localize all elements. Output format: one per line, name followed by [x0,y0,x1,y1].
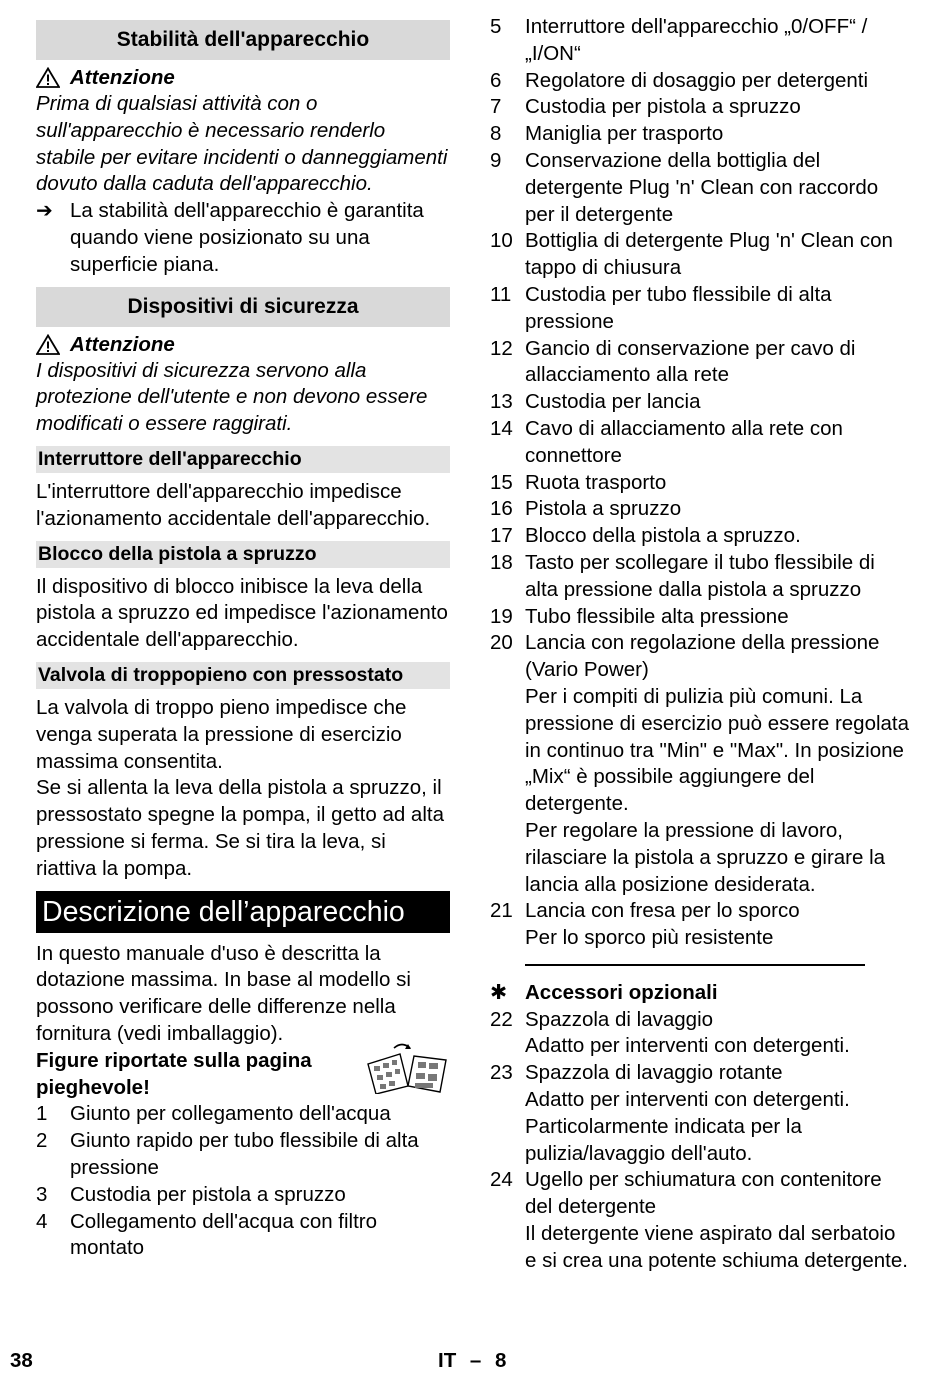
list-item [490,416,910,470]
list-item [490,1033,910,1060]
stability-warning [36,64,450,91]
list-item [490,550,910,604]
item-number: 24 [490,1168,513,1192]
list-item [490,1087,910,1167]
gunlock-heading: Blocco della pistola a spruzzo [36,541,450,568]
list-item [490,925,910,952]
item-text: Tubo flessibile alta pressione [525,604,789,628]
list-item: 4 Collegamento dell'acqua con filtro montato [36,1209,378,1260]
item-number: 8 [490,122,502,146]
item21-description: Per lo sporco più resistente [525,926,774,950]
item-text: Lancia con regolazione della pressione (Vario Power) [525,631,880,682]
figure-note [36,1048,450,1102]
list-item [490,604,910,631]
list-item [490,14,910,68]
safety-warning [36,331,450,358]
warning-icon [36,67,60,88]
item20-description-1: Per i compiti di pulizia più comuni. La pressione di esercizio può essere regolata in continuo tra "Min" e "Max". In posizione „Mix“ è possibile aggiungere del detergente. [525,684,910,816]
item-number: 19 [490,604,513,628]
item-text: Custodia per lancia [525,390,701,414]
gunlock-text: Il dispositivo di blocco inibisce la leva della pistola a spruzzo ed impedisce l'azionamento accidentale dell'apparecchio. [36,574,448,652]
item20-description-2: Per regolare la pressione di lavoro, rilasciare la pistola a spruzzo e girare la lancia alla posizione desiderata. [525,818,886,896]
item-number: 5 [490,15,502,38]
item-text: Ruota trasporto [525,470,667,494]
description-list [36,1101,450,1262]
item-number: 18 [490,550,513,574]
item-text: Custodia per tubo flessibile di alta pressione [525,282,832,333]
list-item [490,389,910,416]
item-number: 10 [490,229,513,253]
list-item: 2 Giunto rapido per tubo flessibile di alta pressione [36,1129,419,1179]
page-number: 38 [10,1349,33,1372]
item-number: 20 [490,631,513,655]
stability-heading: Stabilità dell'apparecchio [36,20,450,60]
item-text: Ugello per schiumatura con contenitore del detergente [525,1168,882,1219]
item-text: Cavo di allacciamento alla rete con connettore [525,416,843,467]
item-text: Tasto per scollegare il tubo flessibile di alta pressione dalla pistola a spruzzo [525,550,875,601]
asterisk-icon: ✱ [490,980,508,1004]
switch-heading: Interruttore dell'apparecchio [36,446,450,473]
list-item [490,228,910,282]
language-page-label: IT – 8 [438,1349,507,1372]
list-item [490,68,910,95]
item-number: 12 [490,336,513,360]
item-text: Maniglia per trasporto [525,122,724,146]
item-text: Spazzola di lavaggio [525,1007,714,1031]
list-item [490,121,910,148]
left-column [36,14,450,1262]
item-number: 14 [490,416,513,440]
warning-label: Attenzione [70,332,175,356]
list-item [490,94,910,121]
divider [525,964,865,966]
item-text: Custodia per pistola a spruzzo [525,95,801,119]
item-number: 7 [490,95,502,119]
switch-text: L'interruttore dell'apparecchio impedisce l'azionamento accidentale dell'apparecchio. [36,479,431,530]
valve-text-2: Se si allenta la leva della pistola a spruzzo, il pressostato spegne la pompa, il getto ad alta pressione si ferma. Se si tira la leva, si riattiva la pompa. [36,776,444,880]
item-text: Pistola a spruzzo [525,497,682,521]
list-item [490,148,910,228]
item-text: Regolatore di dosaggio per detergenti [525,68,869,92]
right-column [490,14,910,1275]
item-number: 9 [490,148,502,172]
list-item [490,1167,910,1221]
list-item [490,818,910,898]
list-item [490,523,910,550]
list-item [490,1060,910,1087]
item-text: Conservazione della bottiglia del detergente Plug 'n' Clean con raccordo per il detergente [525,148,879,226]
item-number: 22 [490,1007,513,1031]
item-number: 15 [490,470,513,494]
accessories-heading: ✱ Accessori opzionali [490,980,910,1007]
stability-bullet [36,198,450,278]
foldout-booklet-icon [364,1042,450,1094]
item-text: Adatto per interventi con detergenti. [525,1034,850,1058]
safety-warning-text: I dispositivi di sicurezza servono alla protezione dell'utente e non devono essere modificati o essere raggirati. [36,358,428,436]
list-item [490,496,910,523]
list-item [490,282,910,336]
list-item [490,470,910,497]
accessories-list [490,1007,910,1275]
list-item [490,1221,910,1275]
parts-list [490,14,910,684]
description-heading: Descrizione dell’apparecchio [36,891,450,933]
item-text: Spazzola di lavaggio rotante [525,1061,783,1085]
stability-bullet-text: La stabilità dell'apparecchio è garantita quando viene posizionato su una superficie piana. [70,199,424,276]
item-text: Adatto per interventi con detergenti. Particolarmente indicata per la pulizia/lavaggio dell'auto. [525,1088,850,1165]
figure-note-text: Figure riportate sulla pagina pieghevole! [36,1048,312,1099]
list-item [490,684,910,818]
valve-heading: Valvola di troppopieno con pressostato [36,662,450,689]
item-number: 6 [490,68,502,92]
list-item [490,630,910,684]
warning-icon [36,334,60,355]
list-item: 21 Lancia con fresa per lo sporco [490,899,800,923]
item-text: Gancio di conservazione per cavo di allacciamento alla rete [525,336,856,387]
item-number: 11 [490,282,512,306]
item-text: Blocco della pistola a spruzzo. [525,524,801,548]
item-text: Il detergente viene aspirato dal serbatoio e si crea una potente schiuma detergente. [525,1222,908,1272]
list-item [490,336,910,390]
description-intro: In questo manuale d'uso è descritta la dotazione massima. In base al modello si possono verificare delle differenze nella fornitura (vedi imballaggio). [36,941,411,1045]
item-number: 23 [490,1061,513,1085]
valve-text-1: La valvola di troppo pieno impedisce che venga superata la pressione di esercizio massima consentita. [36,695,407,773]
warning-label: Attenzione [70,66,175,89]
item-number: 17 [490,524,513,548]
item-text: Bottiglia di detergente Plug 'n' Clean con tappo di chiusura [525,229,893,280]
list-item [490,1007,910,1034]
list-item: 3 Custodia per pistola a spruzzo [36,1182,346,1206]
item-text: Interruttore dell'apparecchio „0/OFF“ / „I/ON“ [525,15,868,65]
safety-heading: Dispositivi di sicurezza [36,287,450,327]
item-number: 13 [490,390,513,414]
item-number: 16 [490,497,513,521]
stability-warning-text: Prima di qualsiasi attività con o sull'apparecchio è necessario renderlo stabile per evitare incidenti o danneggiamenti dovuto dalla caduta dell'apparecchio. [36,92,448,196]
list-item: 1 Giunto per collegamento dell'acqua [36,1102,391,1126]
arrow-icon: ➔ [36,200,53,223]
